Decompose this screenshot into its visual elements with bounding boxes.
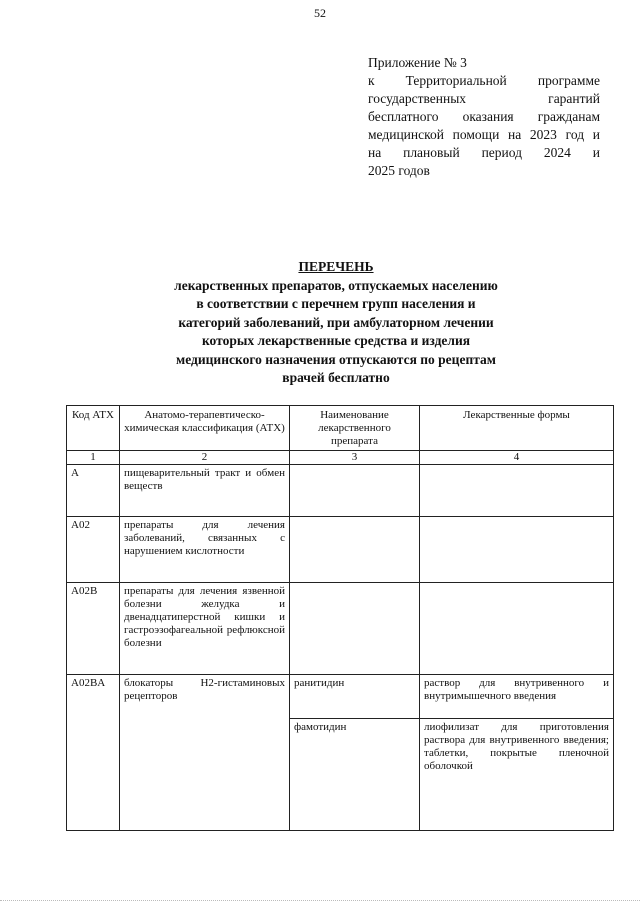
header-atc-code: Код АТХ: [67, 406, 120, 451]
atc-code-cell: A02: [67, 517, 120, 583]
table-row: [67, 465, 614, 517]
heading-line: лекарственных препаратов, отпускаемых населению: [174, 277, 498, 293]
table-row: [67, 517, 614, 583]
atc-code-cell: A: [67, 465, 120, 517]
medications-table: [66, 405, 614, 831]
header-drug-name: Наименование лекарственного препарата: [290, 406, 420, 451]
atc-code-cell: A02B: [67, 583, 120, 675]
appendix-note: [368, 54, 600, 180]
header-dosage-forms: Лекарственные формы: [420, 406, 614, 451]
dosage-form-cell: раствор для внутривенного и внутримышечного введения: [420, 675, 614, 719]
dosage-form-cell: [420, 465, 614, 517]
dosage-form-cell: [420, 517, 614, 583]
drug-name-cell: фамотидин: [290, 719, 420, 831]
heading-line: врачей бесплатно: [282, 370, 390, 385]
table-header-row: [67, 406, 614, 451]
appendix-line: бесплатного оказания гражданам: [368, 109, 600, 124]
table-row: [67, 583, 614, 675]
heading-line: в соответствии с перечнем групп населения и: [196, 296, 476, 311]
appendix-line: 2025 годов: [368, 163, 430, 178]
appendix-line: медицинской помощи на 2023 год и: [368, 127, 600, 142]
appendix-line: к Территориальной программе: [368, 73, 600, 88]
dosage-form-cell: [420, 583, 614, 675]
heading-line: категорий заболеваний, при амбулаторном лечении: [178, 314, 494, 330]
atc-classification-cell: препараты для лечения язвенной болезни желудка и двенадцатиперстной кишки и гастроэзофагеальной рефлюксной болезни: [120, 583, 290, 675]
appendix-line: на плановый период 2024 и: [368, 145, 600, 160]
column-number: 1: [67, 451, 120, 465]
heading-line: которых лекарственные средства и изделия: [201, 333, 471, 348]
header-atc-classification: Анатомо-терапевтическо-химическая классификация (АТХ): [120, 406, 290, 451]
appendix-line: Приложение № 3: [368, 55, 467, 70]
document-heading: [80, 258, 592, 388]
heading-title: ПЕРЕЧЕНЬ: [298, 259, 374, 274]
scan-edge-dots: [0, 900, 640, 902]
column-number: 2: [120, 451, 290, 465]
heading-line: медицинского назначения отпускаются по рецептам: [176, 351, 496, 367]
atc-classification-cell: пищеварительный тракт и обмен веществ: [120, 465, 290, 517]
column-number-row: [67, 451, 614, 465]
atc-code-cell: A02BA: [67, 675, 120, 831]
drug-name-cell: [290, 517, 420, 583]
drug-name-cell: [290, 465, 420, 517]
page-number: 52: [314, 6, 326, 20]
drug-name-cell: ранитидин: [290, 675, 420, 719]
appendix-line: государственных гарантий: [368, 91, 600, 106]
column-number: 3: [290, 451, 420, 465]
column-number: 4: [420, 451, 614, 465]
dosage-form-cell: лиофилизат для приготовления раствора для внутривенного введения; таблетки, покрытые пленочной оболочкой: [420, 719, 614, 831]
table-row: [67, 675, 614, 719]
atc-classification-cell: блокаторы H2-гистаминовых рецепторов: [120, 675, 290, 831]
drug-name-cell: [290, 583, 420, 675]
atc-classification-cell: препараты для лечения заболеваний, связанных с нарушением кислотности: [120, 517, 290, 583]
